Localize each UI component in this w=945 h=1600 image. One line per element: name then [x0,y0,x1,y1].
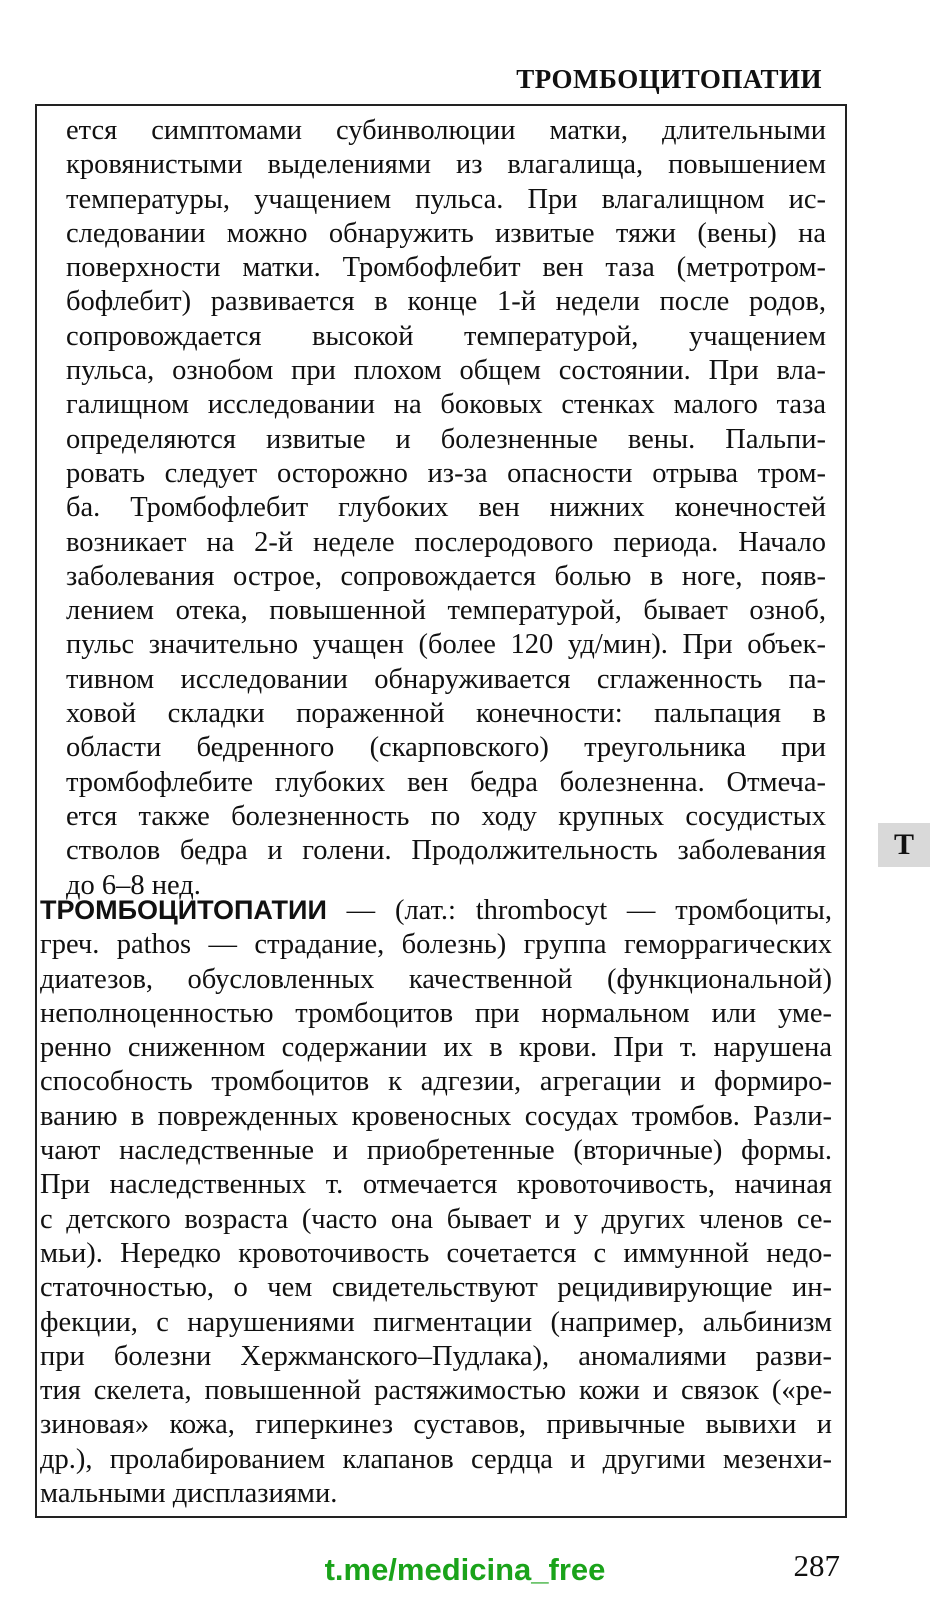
text-line: способность тромбоцитов к адгезии, агрегации и формиро- [40,1066,832,1098]
text-line: ровать следует осторожно из-за опасности отрыва тром- [66,457,826,489]
text-line: кровянистыми выделениями из влагалища, повышением [66,149,826,181]
text-line: греч. pathos — страдание, болезнь) группа геморрагических [40,929,832,961]
text-line: диатезов, обусловленных качественной (функциональной) [40,963,832,995]
text-line: пульса, ознобом при плохом общем состоянии. При вла- [66,355,826,387]
text-line: ба. Тромбофлебит глубоких вен нижних конечностей [66,492,826,524]
entry-term: ТРОМБОЦИТОПАТИИ [40,895,327,925]
text-line: следовании можно обнаружить извитые тяжи (вены) на [66,217,826,249]
text-line: лением отека, повышенной температурой, бывает озноб, [66,595,826,627]
text-line: температуры, учащением пульса. При влагалищном ис- [66,183,826,215]
text-line: при болезни Хержманского–Пудлака), аномалиями разви- [40,1340,832,1372]
text-line: тия скелета, повышенной растяжимостью кожи и связок («ре- [40,1375,832,1407]
text-line: бофлебит) развивается в конце 1-й недели после родов, [66,286,826,318]
text-line: возникает на 2-й неделе послеродового периода. Начало [66,526,826,558]
text-line: тивном исследовании обнаруживается сглаженность па- [66,663,826,695]
text-line: ется симптомами субинволюции матки, длительными [66,115,826,146]
continued-paragraph [66,114,826,903]
entry-first-line [40,893,832,928]
text-line: до 6–8 нед. [66,869,201,901]
text-line: При наследственных т. отмечается кровоточивость, начиная [40,1169,832,1201]
text-line: др.), пролабированием клапанов сердца и другими мезенхи- [40,1443,832,1475]
text-line: ховой складки пораженной конечности: пальпация в [66,698,826,730]
footer-link[interactable]: t.me/medicina_free [324,1552,606,1587]
text-line: области бедренного (скарповского) треугольника при [66,732,826,764]
text-line: стволов бедра и голени. Продолжительность заболевания [66,835,826,867]
text-line: мальными дисплазиями. [40,1478,338,1510]
text-line: поверхности матки. Тромбофлебит вен таза (метротром- [66,252,826,284]
thumb-index-tab: Т [878,823,930,867]
text-line: ренно сниженном содержании их в крови. При т. нарушена [40,1032,832,1064]
text-line: тромбофлебите глубоких вен бедра болезненна. Отмеча- [66,766,826,798]
text-line: сопровождается высокой температурой, учащением [66,320,826,352]
text-line: пульс значительно учащен (более 120 уд/мин). При объек- [66,629,826,661]
page-number: 287 [793,1548,840,1583]
text-line: ется также болезненность по ходу крупных сосудистых [66,800,826,832]
text-line: ванию в поврежденных кровеносных сосудах тромбов. Разли- [40,1100,832,1132]
text-line: фекции, с нарушениями пигментации (например, альбинизм [40,1306,832,1338]
text-line: заболевания острое, сопровождается болью в ноге, появ- [66,560,826,592]
text-line: неполноценностью тромбоцитов при нормальном или уме- [40,997,832,1029]
entry-paragraph [40,893,832,1511]
text-line: статочностью, о чем свидетельствуют рецидивирующие ин- [40,1272,832,1304]
text-line: галищном исследовании на боковых стенках малого таза [66,389,826,421]
text-line: чают наследственные и приобретенные (вторичные) формы. [40,1135,832,1167]
text-line: зиновая» кожа, гиперкинез суставов, привычные вывихи и [40,1409,832,1441]
text-line: определяются извитые и болезненные вены. Пальпи- [66,423,826,455]
text-line: с детского возраста (часто она бывает и у других членов се- [40,1203,832,1235]
running-head: ТРОМБОЦИТОПАТИИ [516,64,822,94]
entry-first-line-rest: — (лат.: thrombocyt — тромбоциты, [326,895,832,926]
text-line: мьи). Нередко кровоточивость сочетается с иммунной недо- [40,1237,832,1269]
